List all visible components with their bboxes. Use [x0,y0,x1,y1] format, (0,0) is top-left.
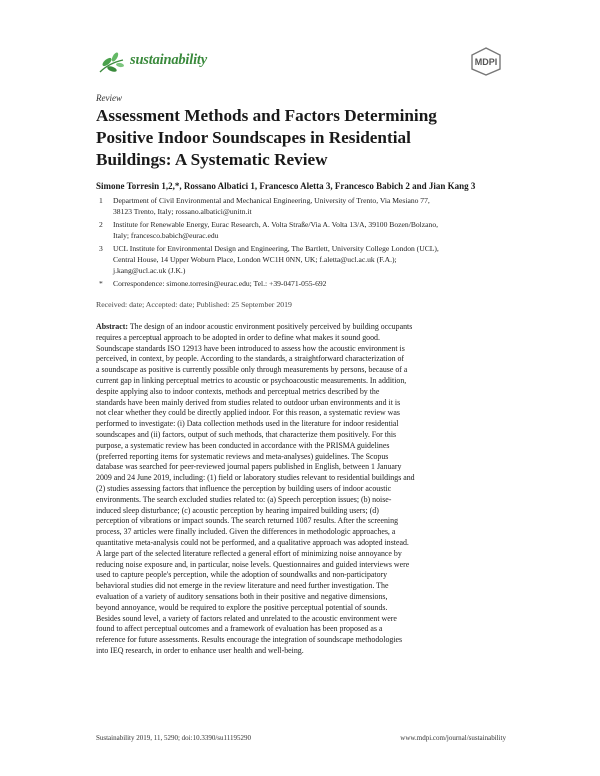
affiliation-number: 1 [99,196,103,205]
abstract [96,322,506,657]
mdpi-logo-icon [466,46,506,76]
abstract-line: standards have been mainly derived from studies related to outdoor urban environments and it is [96,397,401,407]
abstract-line: into IEQ research, in order to enhance user health and well-being. [96,645,304,655]
affiliation-item [96,196,506,217]
abstract-line: perception of vibrations or impact sounds. The search returned 1087 results. After the screening [96,516,399,526]
abstract-line: behavioral studies did not emerge in the review literature and need further investigation. The [96,581,389,591]
affiliation-line: Department of Civil Environmental and Mechanical Engineering, University of Trento, Via Mesiano 77, [113,196,430,205]
abstract-line: process, 37 articles were finally included. Given the differences in methodologic approaches, a [96,527,396,537]
title-line: Buildings: A Systematic Review [96,150,328,169]
correspondence [96,279,506,290]
abstract-line: reference for future assessments. Results encourage the integration of soundscape methodologies [96,635,403,645]
abstract-line: perceived, in context, by people. According to the standards, a straightforward characterization of [96,354,405,364]
affiliation-number: 3 [99,244,103,254]
citation: Sustainability 2019, 11, 5290; doi:10.3390/su11195290 [96,734,251,742]
title-line: Positive Indoor Soundscapes in Residential [96,128,411,147]
abstract-line: performed to investigate: (i) Data collection methods used in the literature for indoor residential [96,419,399,429]
abstract-line: current gap in linking perceptual metrics to acoustic or psychoacoustic measurements. In addition, [96,375,407,385]
abstract-line: induced sleep disturbance; (c) acoustic perception by hearing impaired building users; (d) [96,505,379,515]
affiliation-line: 38123 Trento, Italy; rossano.albatici@unitn.it [113,206,252,216]
affiliation-number: 2 [99,220,103,230]
abstract-line: A large part of the selected literature reflected a general effort of minimizing noise annoyance by [96,548,402,558]
correspondence-line: Correspondence: simone.torresin@eurac.edu; Tel.: +39-0471-055-692 [113,279,327,289]
abstract-line: (preferred reporting items for systematic reviews and meta-analyses) guidelines. The Scopus [96,451,389,461]
abstract-line: purpose, a systematic review has been conducted in accordance with the PRISMA guidelines [96,440,390,450]
publisher-name: MDPI [474,57,498,67]
journal-url[interactable]: www.mdpi.com/journal/sustainability [400,734,506,742]
affiliation-line: j.kang@ucl.ac.uk (J.K.) [113,265,186,275]
abstract-line: environments. The search excluded studies related to: (a) Speech perception issues; (b) noise- [96,494,392,504]
article-title [96,105,506,171]
abstract-line: found to affect perceptual outcomes and a framework of evaluation has been proposed as a [96,624,383,634]
journal-name: sustainability [130,52,207,68]
affiliation-line: Italy; francesco.babich@eurac.edu [113,230,219,240]
abstract-line: requires a perceptual approach to be adopted in order to define what makes it sound good. [96,332,380,342]
abstract-line: Soundscape standards ISO 12913 have been introduced to assess how the acoustic environment is [96,343,405,353]
abstract-line: used to capture people's perception, while the adoption of soundwalks and non-participatory [96,570,388,580]
affiliation-line: Central House, 14 Upper Woburn Place, London WC1H 0NN, UK; f.aletta@ucl.ac.uk (F.A.); [113,254,397,264]
page-header [96,42,506,82]
abstract-line: database was searched for peer-reviewed journal papers published in English, between 1 January [96,462,402,472]
article-type: Review [96,93,122,103]
abstract-line: Besides sound level, a variety of factors related and unrelated to the acoustic environment were [96,613,397,623]
abstract-line: reducing noise exposure and, in particular, noise levels. Questionnaires and guided interviews were [96,559,410,569]
abstract-line: despite applying also to indoor contexts, methods and perceptual metrics described by the [96,386,380,396]
affiliation-line: UCL Institute for Environmental Design and Engineering, The Bartlett, University College London (UCL), [113,244,439,254]
author-list: Simone Torresin 1,2,*, Rossano Albatici 1, Francesco Aletta 3, Francesco Babich 2 and Jian Kang 3 [96,181,476,191]
affiliation-number: * [99,279,103,289]
abstract-line: evaluation of a variety of auditory sensations both in their positive and negative dimensions, [96,591,388,601]
abstract-first-line [96,322,506,333]
leaf-logo-icon [96,48,126,78]
abstract-line: (2) studies assessing factors that influence the perception by building users of indoor acoustic [96,483,392,493]
affiliation-item [96,220,506,241]
abstract-line: quantitative meta-analysis could not be performed, and a qualitative approach was adopted instead. [96,537,409,547]
abstract-line: beyond annoyance, would be required to explore the positive perceptual potential of sounds. [96,602,388,612]
abstract-line: soundscapes and (ii) factors, output of such methods, that characterize them positively. For this [96,429,397,439]
affiliations [96,196,506,293]
title-line: Assessment Methods and Factors Determining [96,106,437,125]
abstract-label: Abstract: [96,322,128,331]
publication-dates: Received: date; Accepted: date; Published: 25 September 2019 [96,300,292,309]
abstract-line: 2009 and 24 June 2019, including: (1) field or laboratory studies relevant to residential buildings and [96,473,415,483]
abstract-text: The design of an indoor acoustic environment positively perceived by building occupants [128,322,413,331]
affiliation-item [96,244,506,276]
abstract-line: a soundscape as positive is currently possible only through measurements by persons, because of a [96,365,408,375]
abstract-body [96,333,506,657]
affiliation-line: Institute for Renewable Energy, Eurac Research, A. Volta Straße/Via A. Volta 13/A, 39100 Bozen/Bolzano, [113,220,439,230]
abstract-line: not clear whether they could be directly applied indoor. For this reason, a systematic review was [96,408,400,418]
